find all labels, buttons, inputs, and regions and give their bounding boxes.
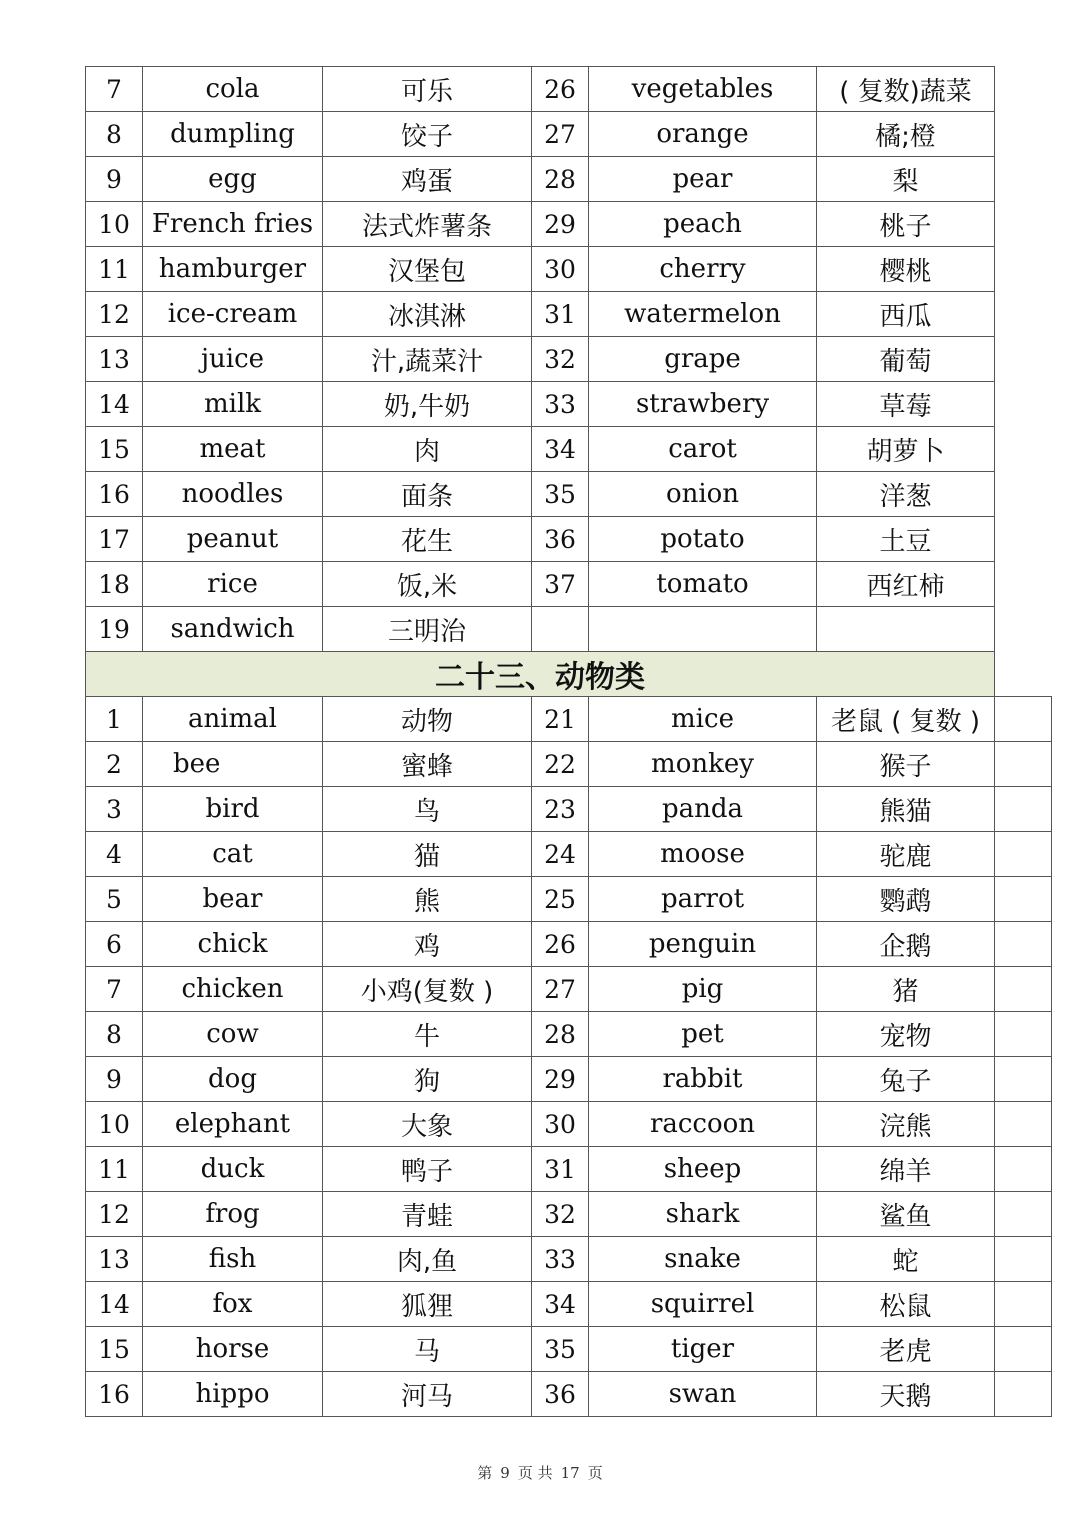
- chinese-meaning: [817, 607, 995, 652]
- english-word: bee: [143, 742, 323, 787]
- row-number: 35: [532, 1327, 589, 1372]
- empty-cell: [995, 742, 1052, 787]
- row-number: 28: [532, 157, 589, 202]
- row-number: 27: [532, 112, 589, 157]
- chinese-meaning: 饺子: [323, 112, 532, 157]
- english-word: rabbit: [589, 1057, 817, 1102]
- row-number: 10: [86, 202, 143, 247]
- table-row: [86, 67, 1052, 112]
- empty-cell: [995, 1012, 1052, 1057]
- row-number: 28: [532, 1012, 589, 1057]
- row-number: 33: [532, 382, 589, 427]
- empty-cell: [995, 697, 1052, 742]
- table-row: [86, 922, 1052, 967]
- chinese-meaning: 天鹅: [817, 1372, 995, 1417]
- chinese-meaning: 肉,鱼: [323, 1237, 532, 1282]
- english-word: onion: [589, 472, 817, 517]
- chinese-meaning: 小鸡(复数 ): [323, 967, 532, 1012]
- chinese-meaning: 浣熊: [817, 1102, 995, 1147]
- chinese-meaning: 猴子: [817, 742, 995, 787]
- chinese-meaning: 橘;橙: [817, 112, 995, 157]
- english-word: tomato: [589, 562, 817, 607]
- table-row: [86, 562, 1052, 607]
- row-number: 8: [86, 1012, 143, 1057]
- row-number: 31: [532, 292, 589, 337]
- table-row: [86, 1012, 1052, 1057]
- english-word: chick: [143, 922, 323, 967]
- english-word: moose: [589, 832, 817, 877]
- chinese-meaning: 熊猫: [817, 787, 995, 832]
- chinese-meaning: 胡萝卜: [817, 427, 995, 472]
- row-number: 37: [532, 562, 589, 607]
- english-word: animal: [143, 697, 323, 742]
- chinese-meaning: 猫: [323, 832, 532, 877]
- english-word: swan: [589, 1372, 817, 1417]
- english-word: mice: [589, 697, 817, 742]
- english-word: sandwich: [143, 607, 323, 652]
- vocabulary-table: [85, 66, 1052, 1417]
- english-word: penguin: [589, 922, 817, 967]
- table-row: [86, 157, 1052, 202]
- english-word: hippo: [143, 1372, 323, 1417]
- english-word: frog: [143, 1192, 323, 1237]
- section-title-row: [86, 652, 1052, 697]
- english-word: sheep: [589, 1147, 817, 1192]
- chinese-meaning: 兔子: [817, 1057, 995, 1102]
- row-number: 6: [86, 922, 143, 967]
- english-word: pet: [589, 1012, 817, 1057]
- english-word: duck: [143, 1147, 323, 1192]
- table-row: [86, 427, 1052, 472]
- row-number: 12: [86, 292, 143, 337]
- row-number: 14: [86, 1282, 143, 1327]
- chinese-meaning: 奶,牛奶: [323, 382, 532, 427]
- food-section: [86, 67, 1052, 652]
- chinese-meaning: 宠物: [817, 1012, 995, 1057]
- animal-section-header: [86, 652, 1052, 697]
- english-word: pig: [589, 967, 817, 1012]
- chinese-meaning: 汉堡包: [323, 247, 532, 292]
- table-row: [86, 292, 1052, 337]
- row-number: 7: [86, 967, 143, 1012]
- section-title: 二十三、动物类: [86, 652, 995, 697]
- row-number: 34: [532, 1282, 589, 1327]
- chinese-meaning: 面条: [323, 472, 532, 517]
- english-word: bear: [143, 877, 323, 922]
- row-number: 5: [86, 877, 143, 922]
- table-row: [86, 742, 1052, 787]
- english-word: hamburger: [143, 247, 323, 292]
- empty-cell: [995, 1282, 1052, 1327]
- table-row: [86, 382, 1052, 427]
- english-word: shark: [589, 1192, 817, 1237]
- row-number: 16: [86, 472, 143, 517]
- english-word: milk: [143, 382, 323, 427]
- chinese-meaning: 企鹅: [817, 922, 995, 967]
- table-row: [86, 1237, 1052, 1282]
- english-word: [589, 607, 817, 652]
- empty-cell: [995, 1147, 1052, 1192]
- english-word: cola: [143, 67, 323, 112]
- table-row: [86, 112, 1052, 157]
- row-number: 3: [86, 787, 143, 832]
- english-word: horse: [143, 1327, 323, 1372]
- english-word: raccoon: [589, 1102, 817, 1147]
- row-number: 33: [532, 1237, 589, 1282]
- table-row: [86, 832, 1052, 877]
- english-word: grape: [589, 337, 817, 382]
- english-word: rice: [143, 562, 323, 607]
- english-word: cow: [143, 1012, 323, 1057]
- empty-cell: [995, 877, 1052, 922]
- row-number: 15: [86, 1327, 143, 1372]
- row-number: 29: [532, 1057, 589, 1102]
- english-word: carot: [589, 427, 817, 472]
- row-number: 7: [86, 67, 143, 112]
- empty-cell: [995, 1057, 1052, 1102]
- row-number: 11: [86, 1147, 143, 1192]
- chinese-meaning: 西瓜: [817, 292, 995, 337]
- row-number: 26: [532, 922, 589, 967]
- row-number: 27: [532, 967, 589, 1012]
- chinese-meaning: 蜜蜂: [323, 742, 532, 787]
- row-number: 2: [86, 742, 143, 787]
- empty-cell: [995, 1102, 1052, 1147]
- row-number: 34: [532, 427, 589, 472]
- page-number: 9: [500, 1464, 510, 1482]
- chinese-meaning: 桃子: [817, 202, 995, 247]
- chinese-meaning: 河马: [323, 1372, 532, 1417]
- table-row: [86, 202, 1052, 247]
- english-word: chicken: [143, 967, 323, 1012]
- chinese-meaning: 鲨鱼: [817, 1192, 995, 1237]
- chinese-meaning: 可乐: [323, 67, 532, 112]
- row-number: 19: [86, 607, 143, 652]
- row-number: 26: [532, 67, 589, 112]
- page-total: 17: [560, 1464, 580, 1482]
- table-row: [86, 337, 1052, 382]
- row-number: 10: [86, 1102, 143, 1147]
- empty-cell: [995, 922, 1052, 967]
- row-number: 24: [532, 832, 589, 877]
- chinese-meaning: 梨: [817, 157, 995, 202]
- english-word: dog: [143, 1057, 323, 1102]
- table-row: [86, 517, 1052, 562]
- table-row: [86, 697, 1052, 742]
- chinese-meaning: 马: [323, 1327, 532, 1372]
- chinese-meaning: 狐狸: [323, 1282, 532, 1327]
- row-number: 36: [532, 517, 589, 562]
- chinese-meaning: 西红柿: [817, 562, 995, 607]
- english-word: ice-cream: [143, 292, 323, 337]
- english-word: cat: [143, 832, 323, 877]
- chinese-meaning: 樱桃: [817, 247, 995, 292]
- english-word: orange: [589, 112, 817, 157]
- english-word: meat: [143, 427, 323, 472]
- chinese-meaning: ( 复数)蔬菜: [817, 67, 995, 112]
- table-row: [86, 967, 1052, 1012]
- chinese-meaning: 猪: [817, 967, 995, 1012]
- chinese-meaning: 三明治: [323, 607, 532, 652]
- chinese-meaning: 鸟: [323, 787, 532, 832]
- row-number: 15: [86, 427, 143, 472]
- row-number: 18: [86, 562, 143, 607]
- row-number: 23: [532, 787, 589, 832]
- english-word: bird: [143, 787, 323, 832]
- english-word: squirrel: [589, 1282, 817, 1327]
- row-number: 29: [532, 202, 589, 247]
- chinese-meaning: 肉: [323, 427, 532, 472]
- chinese-meaning: 洋葱: [817, 472, 995, 517]
- chinese-meaning: 狗: [323, 1057, 532, 1102]
- empty-cell: [995, 967, 1052, 1012]
- chinese-meaning: 老鼠 ( 复数 ): [817, 697, 995, 742]
- chinese-meaning: 动物: [323, 697, 532, 742]
- chinese-meaning: 牛: [323, 1012, 532, 1057]
- english-word: pear: [589, 157, 817, 202]
- row-number: 22: [532, 742, 589, 787]
- table-row: [86, 1147, 1052, 1192]
- table-row: [86, 1372, 1052, 1417]
- chinese-meaning: 大象: [323, 1102, 532, 1147]
- empty-cell: [995, 832, 1052, 877]
- chinese-meaning: 鸡蛋: [323, 157, 532, 202]
- english-word: watermelon: [589, 292, 817, 337]
- row-number: 30: [532, 1102, 589, 1147]
- row-number: 32: [532, 1192, 589, 1237]
- table-row: [86, 247, 1052, 292]
- chinese-meaning: 花生: [323, 517, 532, 562]
- chinese-meaning: 鸭子: [323, 1147, 532, 1192]
- chinese-meaning: 饭,米: [323, 562, 532, 607]
- chinese-meaning: 青蛙: [323, 1192, 532, 1237]
- row-number: 13: [86, 337, 143, 382]
- english-word: tiger: [589, 1327, 817, 1372]
- row-number: 8: [86, 112, 143, 157]
- row-number: 16: [86, 1372, 143, 1417]
- vocabulary-sheet: [85, 66, 1052, 1417]
- chinese-meaning: 鸡: [323, 922, 532, 967]
- english-word: strawbery: [589, 382, 817, 427]
- table-row: [86, 1102, 1052, 1147]
- empty-cell: [995, 787, 1052, 832]
- english-word: cherry: [589, 247, 817, 292]
- page-footer: 第 9 页 共 17 页: [477, 1464, 603, 1482]
- english-word: panda: [589, 787, 817, 832]
- row-number: 36: [532, 1372, 589, 1417]
- english-word: dumpling: [143, 112, 323, 157]
- table-row: [86, 787, 1052, 832]
- chinese-meaning: 绵羊: [817, 1147, 995, 1192]
- empty-cell: [995, 1327, 1052, 1372]
- table-row: [86, 607, 1052, 652]
- row-number: 25: [532, 877, 589, 922]
- chinese-meaning: 土豆: [817, 517, 995, 562]
- row-number: 1: [86, 697, 143, 742]
- chinese-meaning: 驼鹿: [817, 832, 995, 877]
- chinese-meaning: 草莓: [817, 382, 995, 427]
- row-number: 9: [86, 157, 143, 202]
- empty-cell: [995, 1192, 1052, 1237]
- row-number: 32: [532, 337, 589, 382]
- english-word: snake: [589, 1237, 817, 1282]
- row-number: 30: [532, 247, 589, 292]
- empty-cell: [995, 1237, 1052, 1282]
- table-row: [86, 472, 1052, 517]
- row-number: 31: [532, 1147, 589, 1192]
- chinese-meaning: 老虎: [817, 1327, 995, 1372]
- chinese-meaning: 葡萄: [817, 337, 995, 382]
- english-word: potato: [589, 517, 817, 562]
- english-word: peach: [589, 202, 817, 247]
- table-row: [86, 1327, 1052, 1372]
- table-row: [86, 877, 1052, 922]
- chinese-meaning: 鹦鹉: [817, 877, 995, 922]
- row-number: 14: [86, 382, 143, 427]
- english-word: elephant: [143, 1102, 323, 1147]
- chinese-meaning: 松鼠: [817, 1282, 995, 1327]
- chinese-meaning: 冰淇淋: [323, 292, 532, 337]
- row-number: 4: [86, 832, 143, 877]
- row-number: [532, 607, 589, 652]
- english-word: vegetables: [589, 67, 817, 112]
- english-word: juice: [143, 337, 323, 382]
- english-word: egg: [143, 157, 323, 202]
- english-word: monkey: [589, 742, 817, 787]
- row-number: 13: [86, 1237, 143, 1282]
- row-number: 9: [86, 1057, 143, 1102]
- english-word: parrot: [589, 877, 817, 922]
- english-word: noodles: [143, 472, 323, 517]
- row-number: 35: [532, 472, 589, 517]
- english-word: fish: [143, 1237, 323, 1282]
- table-row: [86, 1192, 1052, 1237]
- row-number: 21: [532, 697, 589, 742]
- empty-cell: [995, 1372, 1052, 1417]
- chinese-meaning: 汁,蔬菜汁: [323, 337, 532, 382]
- row-number: 12: [86, 1192, 143, 1237]
- english-word: French fries: [143, 202, 323, 247]
- english-word: peanut: [143, 517, 323, 562]
- english-word: fox: [143, 1282, 323, 1327]
- chinese-meaning: 熊: [323, 877, 532, 922]
- table-row: [86, 1057, 1052, 1102]
- chinese-meaning: 法式炸薯条: [323, 202, 532, 247]
- row-number: 11: [86, 247, 143, 292]
- chinese-meaning: 蛇: [817, 1237, 995, 1282]
- row-number: 17: [86, 517, 143, 562]
- table-row: [86, 1282, 1052, 1327]
- animal-section: [86, 697, 1052, 1417]
